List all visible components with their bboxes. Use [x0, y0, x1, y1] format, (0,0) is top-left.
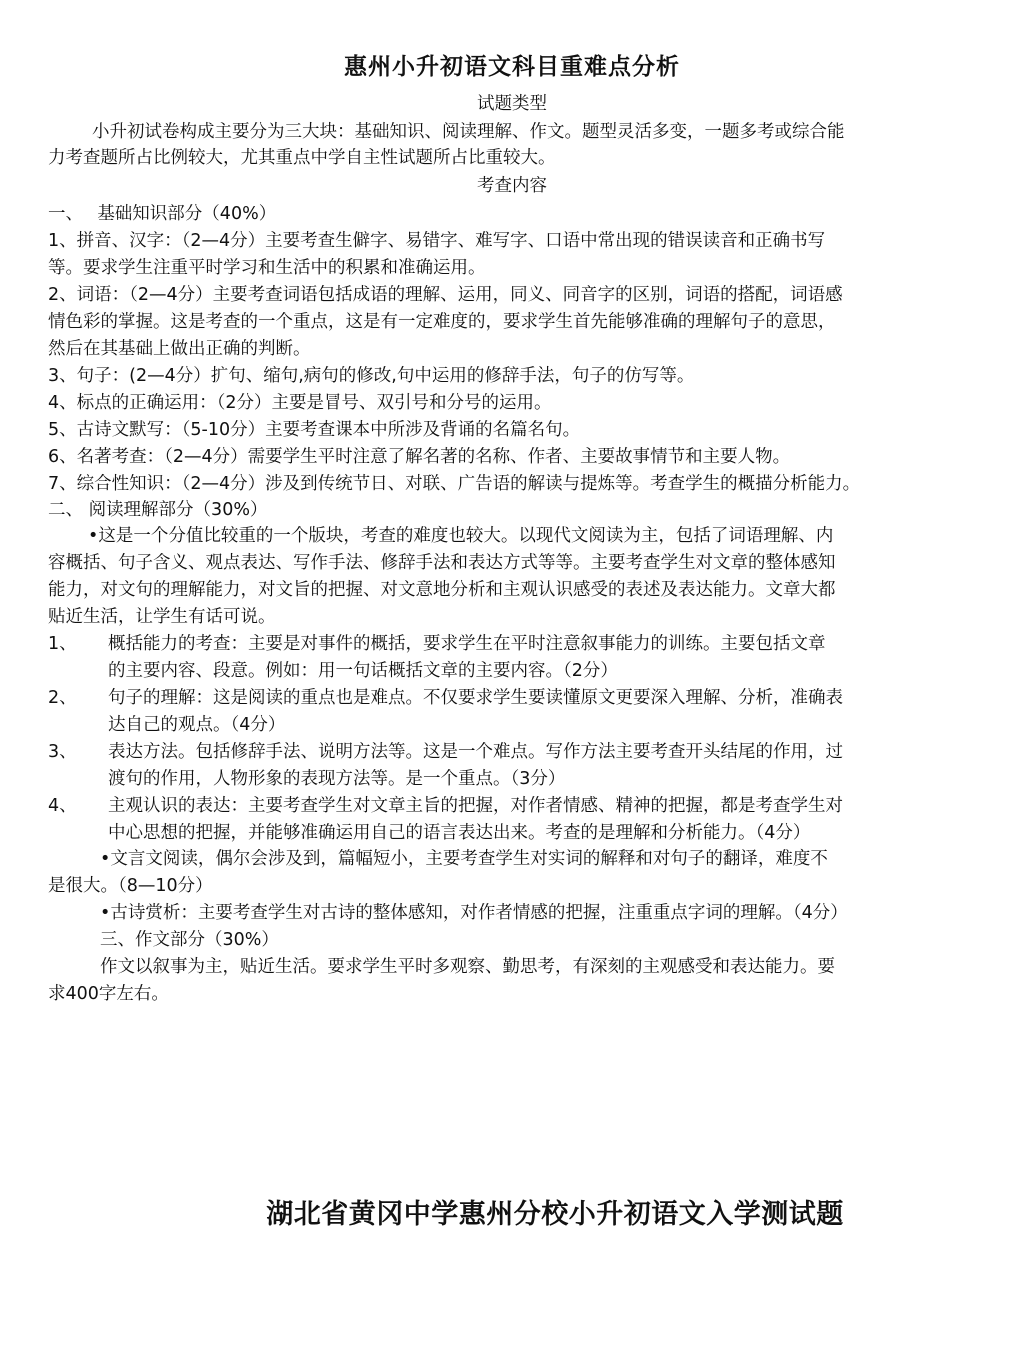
section-2-intro-line-2: 容概括、句子含义、观点表达、写作手法、修辞手法和表达方式等等。主要考查学生对文章的整体感知	[48, 553, 836, 573]
section-3-line-1: 作文以叙事为主，贴近生活。要求学生平时多观察、勤思考，有深刻的主观感受和表达能力。要	[100, 957, 835, 977]
section-2-intro-line-1: •这是一个分值比较重的一个版块，考查的难度也较大。以现代文阅读为主，包括了词语理解、内	[88, 526, 834, 546]
section-1-item-2-line-1: 2、词语：（2—4分）主要考查词语包括成语的理解、运用，同义、同音字的区别，词语的搭配，词语感	[48, 285, 843, 305]
section-2-item-2-line-2: 达自己的观点。（4分）	[108, 715, 286, 735]
section-1-heading: 一、 基础知识部分（40%）	[48, 204, 277, 224]
section-2-intro-line-3: 能力，对文句的理解能力，对文旨的把握、对文意地分析和主观认识感受的表述及表达能力。文章大都	[48, 580, 836, 600]
section-2-item-1-line-1: 概括能力的考查：主要是对事件的概括，要求学生在平时注意叙事能力的训练。主要包括文章	[108, 634, 826, 654]
section-1-item-7: 7、综合性知识：（2—4分）涉及到传统节日、对联、广告语的解读与提炼等。考查学生的概描分析能力。	[48, 474, 861, 494]
section-1-item-3: 3、句子：(2—4分）扩句、缩句,病句的修改,句中运用的修辞手法，句子的仿写等。	[48, 366, 695, 386]
section-1-item-2-line-3: 然后在其基础上做出正确的判断。	[48, 339, 311, 359]
classical-reading-line-2: 是很大。（8—10分）	[48, 876, 213, 896]
section-3-heading: 三、作文部分（30%）	[100, 930, 279, 950]
section-2-item-4-line-1: 主观认识的表达：主要考查学生对文章主旨的把握，对作者情感、精神的把握，都是考查学生对	[108, 796, 843, 816]
poetry-appreciation-line: •古诗赏析：主要考查学生对古诗的整体感知，对作者情感的把握，注重重点字词的理解。（4分）	[100, 903, 848, 923]
section-1-item-6: 6、名著考查：（2—4分）需要学生平时注意了解名著的名称、作者、主要故事情节和主要人物。	[48, 447, 791, 467]
section-2-item-4-line-2: 中心思想的把握，并能够准确运用自己的语言表达出来。考查的是理解和分析能力。（4分）	[108, 823, 811, 843]
section-1-item-5: 5、古诗文默写：（5-10分）主要考查课本中所涉及背诵的名篇名句。	[48, 420, 581, 440]
section-2-heading: 二、 阅读理解部分（30%）	[48, 500, 268, 520]
classical-reading-line-1: •文言文阅读，偶尔会涉及到，篇幅短小，主要考查学生对实词的解释和对句子的翻译，难度不	[100, 849, 828, 869]
section-1-item-1-line-1: 1、拼音、汉字：（2—4分）主要考查生僻字、易错字、难写字、口语中常出现的错误读音和正确书写	[48, 231, 826, 251]
section-2-item-3-number: 3、	[48, 742, 77, 762]
heading-question-types: 试题类型	[477, 94, 547, 114]
section-2-item-1-line-2: 的主要内容、段意。例如：用一句话概括文章的主要内容。（2分）	[108, 661, 618, 681]
section-2-item-2-number: 2、	[48, 688, 77, 708]
heading-exam-content: 考查内容	[477, 176, 547, 196]
section-2-item-2-line-1: 句子的理解：这是阅读的重点也是难点。不仅要求学生要读懂原文更要深入理解、分析，准确表	[108, 688, 843, 708]
section-2-item-4-number: 4、	[48, 796, 77, 816]
section-1-item-1-line-2: 等。要求学生注重平时学习和生活中的积累和准确运用。	[48, 258, 486, 278]
intro-line-1: 小升初试卷构成主要分为三大块：基础知识、阅读理解、作文。题型灵活多变，一题多考或综合能	[92, 122, 845, 142]
section-2-item-3-line-2: 渡句的作用，人物形象的表现方法等。是一个重点。（3分）	[108, 769, 566, 789]
section-1-item-2-line-2: 情色彩的掌握。这是考查的一个重点，这是有一定难度的，要求学生首先能够准确的理解句子的意思，	[48, 312, 836, 332]
section-3-line-2: 求400字左右。	[48, 984, 169, 1004]
intro-line-2: 力考查题所占比例较大，尤其重点中学自主性试题所占比重较大。	[48, 148, 556, 168]
section-2-item-1-number: 1、	[48, 634, 77, 654]
next-document-title: 湖北省黄冈中学惠州分校小升初语文入学测试题	[266, 1199, 844, 1230]
document-title: 惠州小升初语文科目重难点分析	[344, 54, 680, 80]
section-2-item-3-line-1: 表达方法。包括修辞手法、说明方法等。这是一个难点。写作方法主要考查开头结尾的作用，过	[108, 742, 843, 762]
section-2-intro-line-4: 贴近生活，让学生有话可说。	[48, 607, 276, 627]
section-1-item-4: 4、标点的正确运用：（2分）主要是冒号、双引号和分号的运用。	[48, 393, 552, 413]
